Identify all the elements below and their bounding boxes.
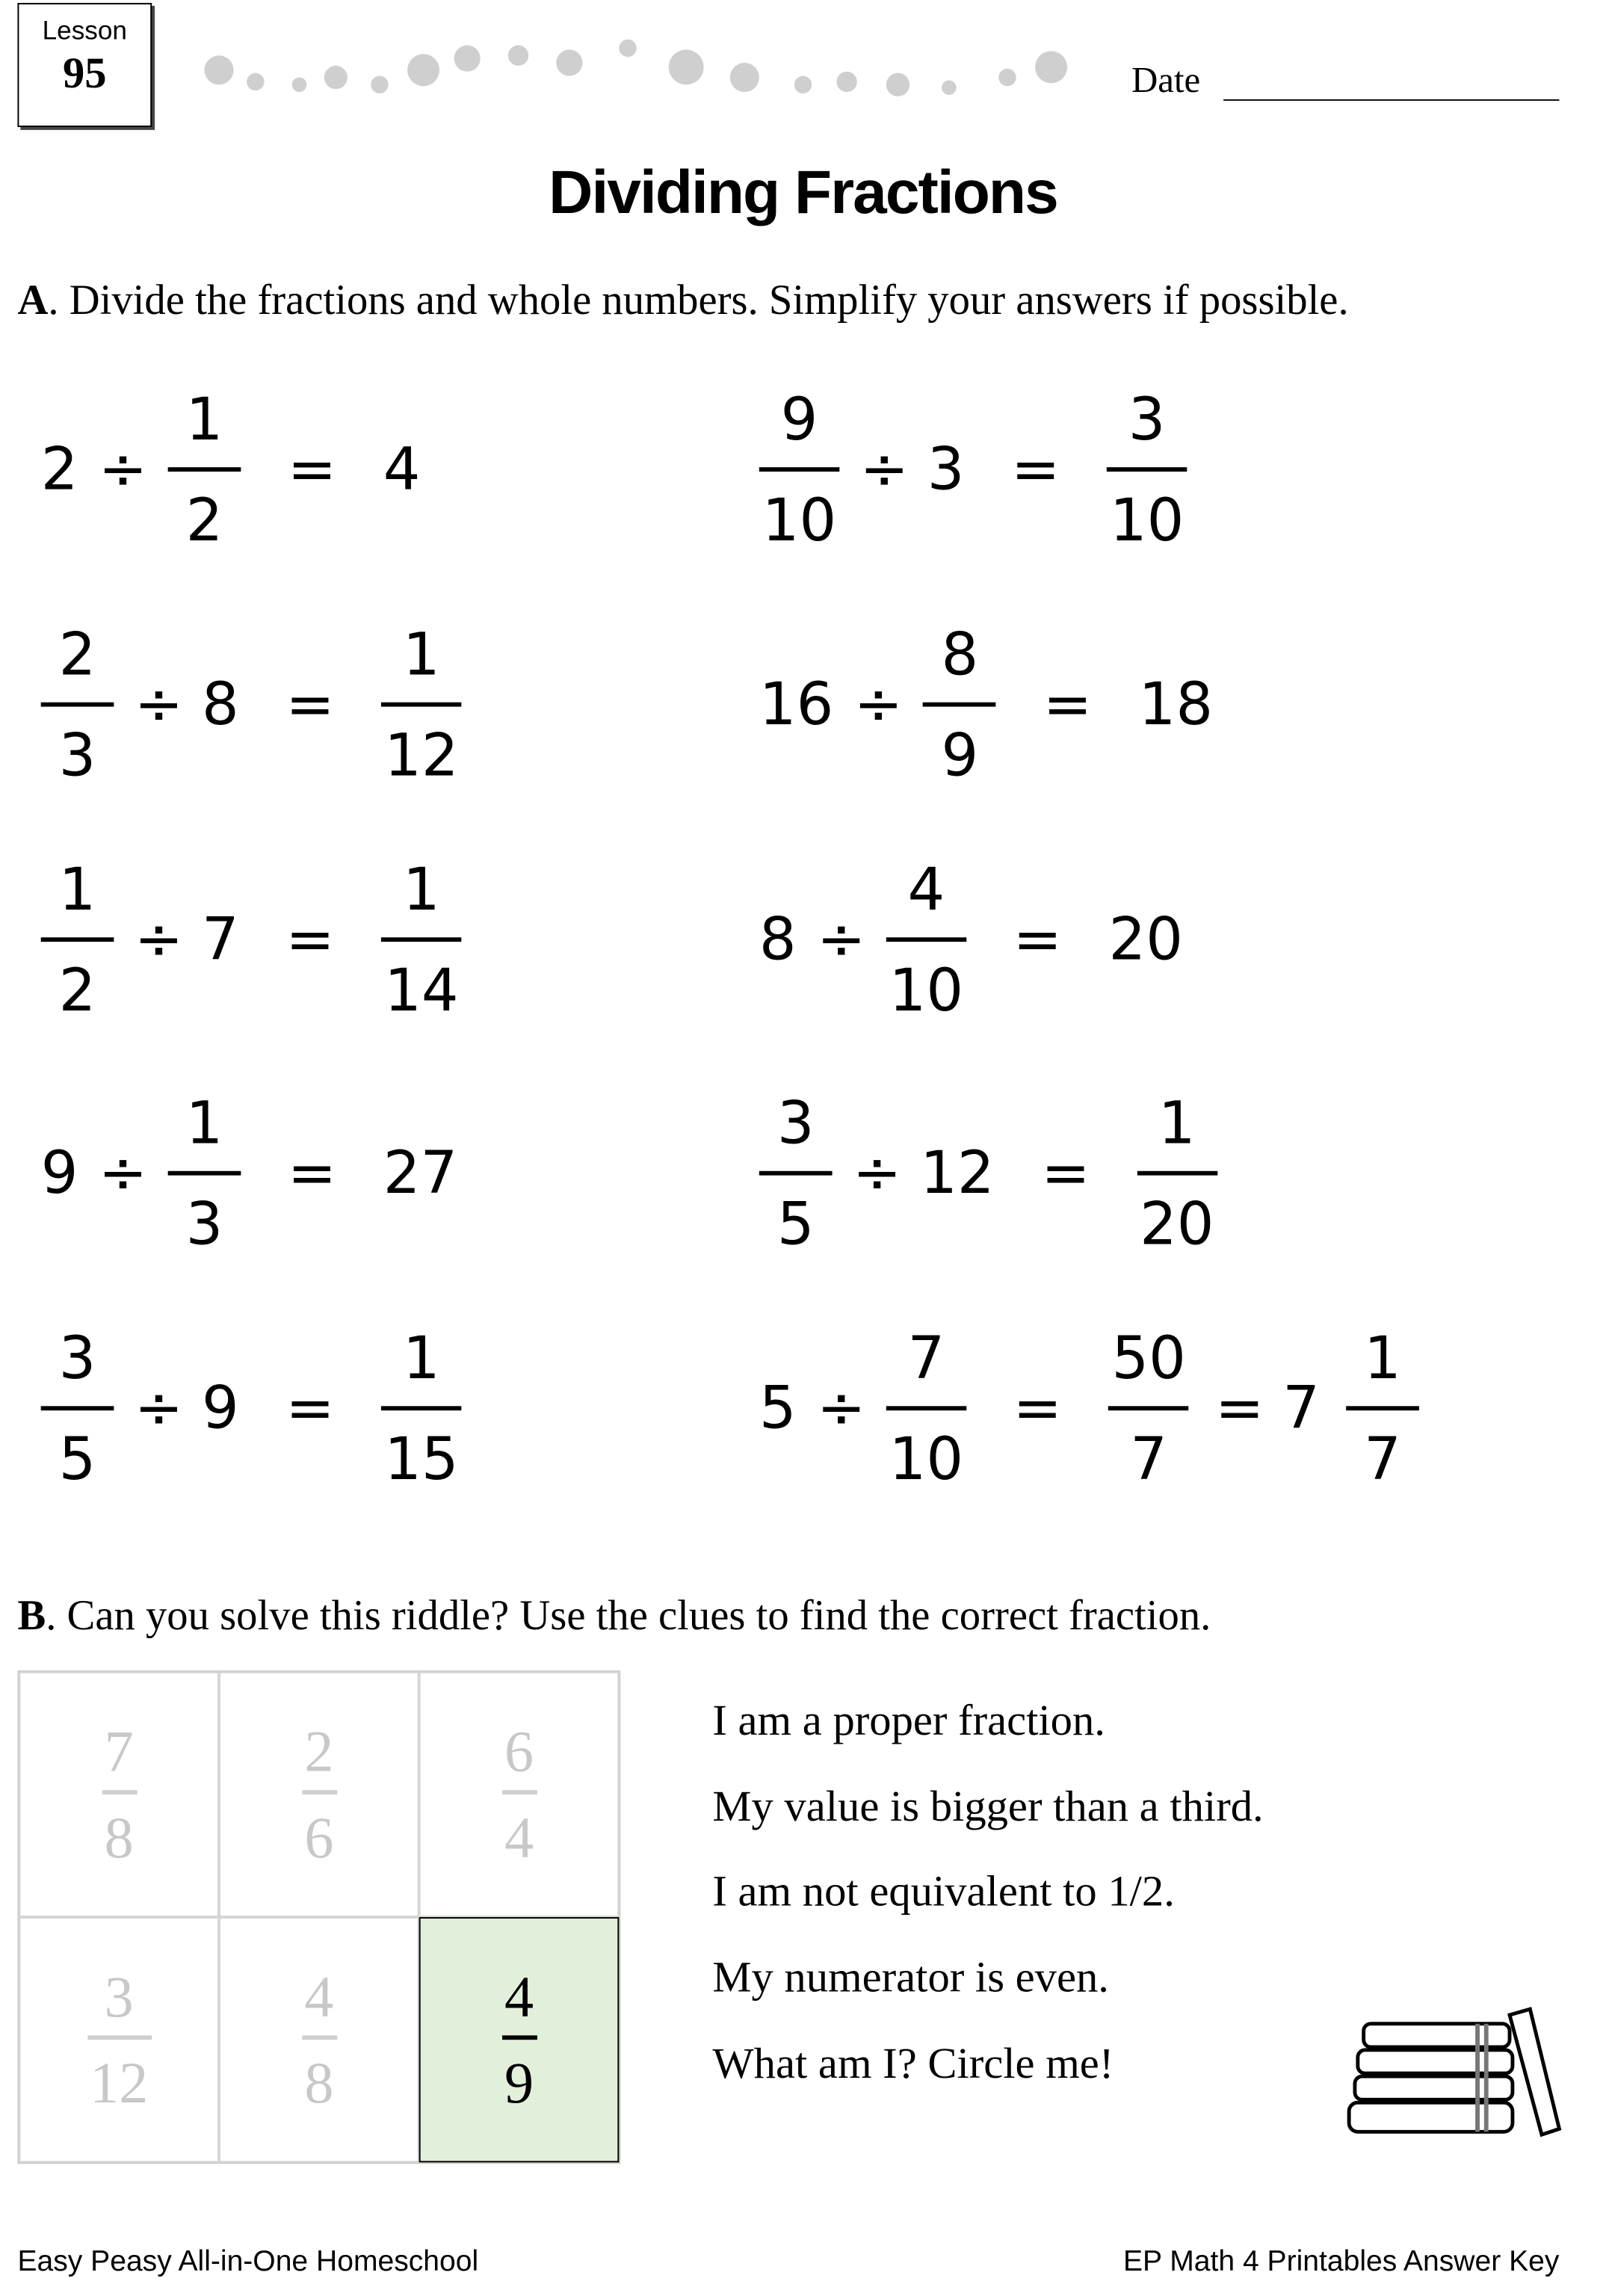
- lesson-number: 95: [63, 49, 107, 98]
- denominator: 3: [185, 1191, 223, 1259]
- fraction-bar: [301, 2034, 336, 2039]
- fraction: [1107, 386, 1187, 555]
- clue: My numerator is even.: [712, 1953, 1109, 2002]
- fraction: [886, 856, 966, 1025]
- numerator: 6: [504, 1718, 534, 1784]
- numerator: 4: [907, 856, 945, 924]
- equation: [759, 611, 1213, 800]
- numerator: 7: [104, 1718, 134, 1784]
- denominator: 4: [504, 1803, 534, 1870]
- fraction-bar: [1109, 1405, 1189, 1410]
- denominator: 3: [58, 722, 96, 789]
- fraction: [1346, 1324, 1419, 1493]
- fraction-bar: [41, 1405, 114, 1410]
- section-a-text: . Divide the fractions and whole numbers. Simplify your answers if possible.: [48, 277, 1349, 324]
- equation: [759, 1079, 1217, 1269]
- fraction: [41, 621, 114, 789]
- option-cell[interactable]: [19, 1672, 219, 1917]
- lesson-label: Lesson: [42, 16, 127, 46]
- fraction-bar: [102, 1789, 137, 1794]
- footer-right: EP Math 4 Printables Answer Key: [1122, 2245, 1560, 2278]
- fraction-bar: [1107, 466, 1187, 471]
- numerator: 3: [104, 1963, 134, 2029]
- equals-sign: =: [287, 1140, 337, 1208]
- equation-term: 9: [40, 1140, 78, 1208]
- fraction-bar: [381, 702, 461, 706]
- equation-term: ÷ 12: [852, 1140, 995, 1208]
- date-input-line[interactable]: [1223, 99, 1559, 101]
- option-cell-selected[interactable]: [419, 1917, 620, 2162]
- denominator: 8: [304, 2049, 334, 2115]
- equals-sign: =: [1013, 1375, 1063, 1443]
- fraction: [87, 1963, 151, 2115]
- denominator: 20: [1140, 1191, 1214, 1259]
- fraction: [301, 1718, 336, 1870]
- fraction: [41, 1324, 114, 1493]
- denominator: 2: [185, 487, 223, 555]
- numerator: 3: [58, 1324, 96, 1392]
- equation: [41, 845, 462, 1035]
- date-label: Date: [1131, 61, 1201, 101]
- section-b-letter: B: [17, 1593, 46, 1640]
- numerator: 1: [1364, 1324, 1401, 1392]
- fraction: [923, 621, 996, 789]
- denominator: 10: [889, 1425, 964, 1493]
- equation-term: ÷: [98, 1140, 148, 1208]
- equals-sign: = 7: [1214, 1375, 1321, 1443]
- fraction-bar: [1137, 1170, 1217, 1175]
- denominator: 15: [384, 1425, 459, 1493]
- numerator: 3: [1128, 386, 1166, 454]
- page-title: Dividing Fractions: [549, 157, 1057, 226]
- equation-term: 5: [759, 1375, 797, 1443]
- option-cell[interactable]: [219, 1917, 419, 2162]
- equation-term: 4: [383, 436, 421, 504]
- fraction: [1137, 1090, 1217, 1259]
- fraction-bar: [501, 2034, 537, 2039]
- denominator: 5: [776, 1191, 815, 1259]
- numerator: 1: [58, 856, 96, 924]
- fraction: [759, 1090, 833, 1259]
- fraction: [381, 1324, 461, 1493]
- section-b-text: . Can you solve this riddle? Use the clues to find the correct fraction.: [46, 1593, 1211, 1640]
- numerator: 1: [185, 386, 223, 454]
- equation-term: 18: [1138, 671, 1214, 739]
- denominator: 9: [941, 722, 979, 789]
- fraction-bar: [381, 1405, 461, 1410]
- equation: [41, 611, 462, 800]
- footer-left: Easy Peasy All-in-One Homeschool: [17, 2245, 479, 2278]
- numerator: 4: [304, 1963, 334, 2029]
- fraction-bar: [923, 702, 996, 706]
- hearts-decoration-icon: [190, 26, 1095, 114]
- denominator: 6: [304, 1803, 334, 1870]
- equation-term: 27: [383, 1140, 458, 1208]
- fraction-bar: [301, 1789, 336, 1794]
- equation-term: 16: [759, 671, 834, 739]
- section-a-letter: A: [17, 277, 49, 324]
- denominator: 5: [58, 1425, 96, 1493]
- fraction-bar: [759, 466, 839, 471]
- fraction: [1109, 1324, 1189, 1493]
- riddle-options-grid: [17, 1670, 620, 2164]
- numerator: 3: [776, 1090, 815, 1158]
- denominator: 12: [90, 2049, 149, 2115]
- equals-sign: =: [285, 1375, 335, 1443]
- equals-sign: =: [1013, 907, 1063, 975]
- fraction: [501, 1963, 537, 2115]
- denominator: 8: [104, 1803, 134, 1870]
- fraction-bar: [381, 936, 461, 941]
- equation-term: ÷: [98, 436, 148, 504]
- equation-term: 20: [1108, 907, 1183, 975]
- numerator: 1: [403, 621, 440, 689]
- numerator: 9: [780, 386, 818, 454]
- denominator: 14: [384, 957, 459, 1025]
- denominator: 9: [504, 2049, 534, 2115]
- fraction-bar: [41, 702, 114, 706]
- fraction-bar: [501, 1789, 537, 1794]
- numerator: 50: [1111, 1324, 1186, 1392]
- section-b-instruction: [17, 1593, 1211, 1641]
- denominator: 7: [1364, 1425, 1401, 1493]
- fraction-bar: [1346, 1405, 1419, 1410]
- numerator: 4: [504, 1963, 534, 2029]
- numerator: 1: [1158, 1090, 1196, 1158]
- fraction-bar: [41, 936, 114, 941]
- clue: I am not equivalent to 1/2.: [712, 1867, 1175, 1916]
- equation: [41, 375, 421, 565]
- fraction-bar: [168, 466, 241, 471]
- section-a-instruction: [17, 277, 1348, 325]
- equals-sign: =: [1043, 671, 1093, 739]
- fraction-bar: [759, 1170, 833, 1175]
- equation: [41, 1314, 462, 1504]
- option-cell[interactable]: [19, 1917, 219, 2162]
- fraction: [381, 856, 461, 1025]
- fraction: [168, 386, 241, 555]
- equals-sign: =: [285, 907, 335, 975]
- equation-term: ÷: [816, 907, 866, 975]
- fraction: [759, 386, 839, 555]
- equation-term: ÷: [816, 1375, 866, 1443]
- denominator: 7: [1130, 1425, 1168, 1493]
- equation: [41, 1079, 458, 1269]
- fraction: [501, 1718, 537, 1870]
- numerator: 1: [403, 1324, 440, 1392]
- equation-term: ÷: [853, 671, 904, 739]
- equation-term: 2: [40, 436, 78, 504]
- clue: What am I? Circle me!: [712, 2040, 1114, 2088]
- equals-sign: =: [1011, 436, 1060, 504]
- fraction: [102, 1718, 137, 1870]
- equation-term: ÷ 8: [134, 671, 239, 739]
- fraction: [886, 1324, 966, 1493]
- denominator: 2: [58, 957, 96, 1025]
- denominator: 10: [762, 487, 837, 555]
- equation-term: ÷ 7: [134, 907, 239, 975]
- equation: [759, 375, 1187, 565]
- numerator: 8: [941, 621, 979, 689]
- numerator: 7: [907, 1324, 945, 1392]
- equation-term: 8: [759, 907, 797, 975]
- clue: My value is bigger than a third.: [712, 1783, 1264, 1831]
- denominator: 10: [889, 957, 964, 1025]
- fraction-bar: [168, 1170, 241, 1175]
- equals-sign: =: [1041, 1140, 1090, 1208]
- fraction-bar: [87, 2034, 151, 2039]
- numerator: 2: [58, 621, 96, 689]
- option-cell[interactable]: [219, 1672, 419, 1917]
- fraction: [168, 1090, 241, 1259]
- denominator: 10: [1109, 487, 1185, 555]
- numerator: 1: [185, 1090, 223, 1158]
- fraction: [301, 1963, 336, 2115]
- equals-sign: =: [285, 671, 335, 739]
- equation-term: ÷ 3: [859, 436, 965, 504]
- books-icon: [1346, 2003, 1565, 2149]
- clue: I am a proper fraction.: [712, 1697, 1105, 1745]
- equals-sign: =: [287, 436, 337, 504]
- fraction-bar: [886, 1405, 966, 1410]
- fraction-bar: [886, 936, 966, 941]
- numerator: 2: [304, 1718, 334, 1784]
- equation: [759, 845, 1183, 1035]
- numerator: 1: [403, 856, 440, 924]
- option-cell[interactable]: [419, 1672, 620, 1917]
- equation-term: ÷ 9: [134, 1375, 239, 1443]
- fraction: [41, 856, 114, 1025]
- lesson-badge: [17, 3, 152, 127]
- equation: [759, 1314, 1419, 1504]
- fraction: [381, 621, 461, 789]
- denominator: 12: [384, 722, 459, 789]
